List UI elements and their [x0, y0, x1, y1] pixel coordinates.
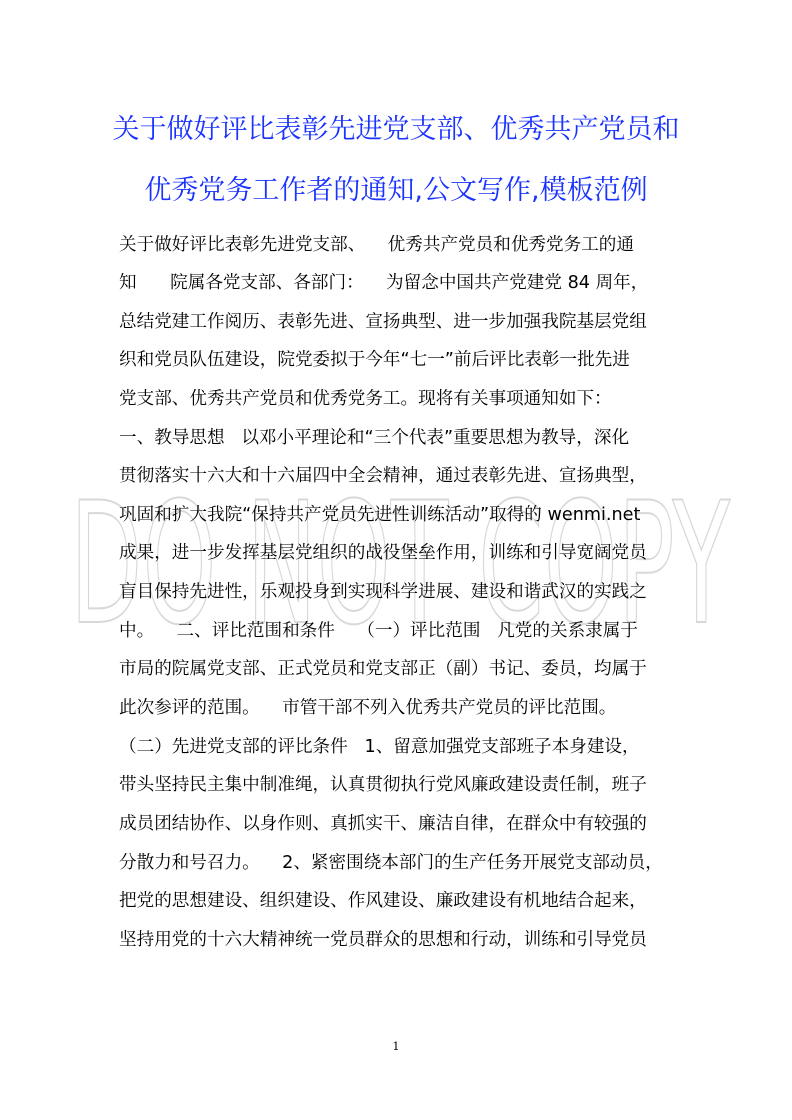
- document-title-line-1: 关于做好评比表彰先进党支部、优秀共产党员和: [112, 114, 680, 145]
- body-line: 关于做好评比表彰先进党支部、 优秀共产党员和优秀党务工的通: [119, 235, 634, 255]
- body-line: 贯彻落实十六大和十六届四中全会精神，通过表彰先进、宣扬典型，: [119, 466, 647, 486]
- body-line: 盲目保持先进性，乐观投身到实现科学进展、建设和谐武汉的实践之: [119, 582, 647, 602]
- body-line: 此次参评的范围。 市管干部不列入优秀共产党员的评比范围。: [119, 698, 617, 718]
- body-line: 总结党建工作阅历、表彰先进、宣扬典型、进一步加强我院基层党组: [119, 312, 647, 332]
- body-line: 坚持用党的十六大精神统一党员群众的思想和行动，训练和引导党员: [119, 930, 647, 950]
- body-line: 巩固和扩大我院“保持共产党员先进性训练活动”取得的 wenmi.net: [119, 505, 641, 525]
- document-title-line-2: 优秀党务工作者的通知,公文写作,模板范例: [144, 175, 648, 206]
- body-line: 中。 二、评比范围和条件 （一）评比范围 凡党的关系隶属于: [119, 621, 638, 641]
- page-number: 1: [392, 1040, 400, 1053]
- body-line: 把党的思想建设、组织建设、作风建设、廉政建设有机地结合起来，: [119, 891, 647, 911]
- body-line: 织和党员队伍建设，院党委拟于今年“七一”前后评比表彰一批先进: [119, 350, 630, 370]
- body-line: 成果，进一步发挥基层党组织的战役堡垒作用，训练和引导宽阔党员: [119, 543, 647, 563]
- body-line: （二）先进党支部的评比条件 1、留意加强党支部班子本身建设，: [119, 737, 640, 757]
- watermark-text: DO NOT COPY: [70, 466, 731, 662]
- body-line: 带头坚持民主集中制准绳，认真贯彻执行党风廉政建设责任制，班子: [119, 775, 647, 795]
- body-line: 成员团结协作、以身作则、真抓实干、廉洁自律，在群众中有较强的: [119, 814, 647, 834]
- body-line: 知 院属各党支部、各部门： 为留念中国共产党建党 84 周年，: [119, 273, 649, 293]
- body-line: 党支部、优秀共产党员和优秀党务工。现将有关事项通知如下：: [119, 389, 612, 409]
- body-line: 分散力和号召力。 2、紧密围绕本部门的生产任务开展党支部动员，: [119, 853, 663, 873]
- body-line: 市局的院属党支部、正式党员和党支部正（副）书记、委员，均属于: [119, 659, 647, 679]
- body-line: 一、教导思想 以邓小平理论和“三个代表”重要思想为教导，深化: [119, 428, 630, 448]
